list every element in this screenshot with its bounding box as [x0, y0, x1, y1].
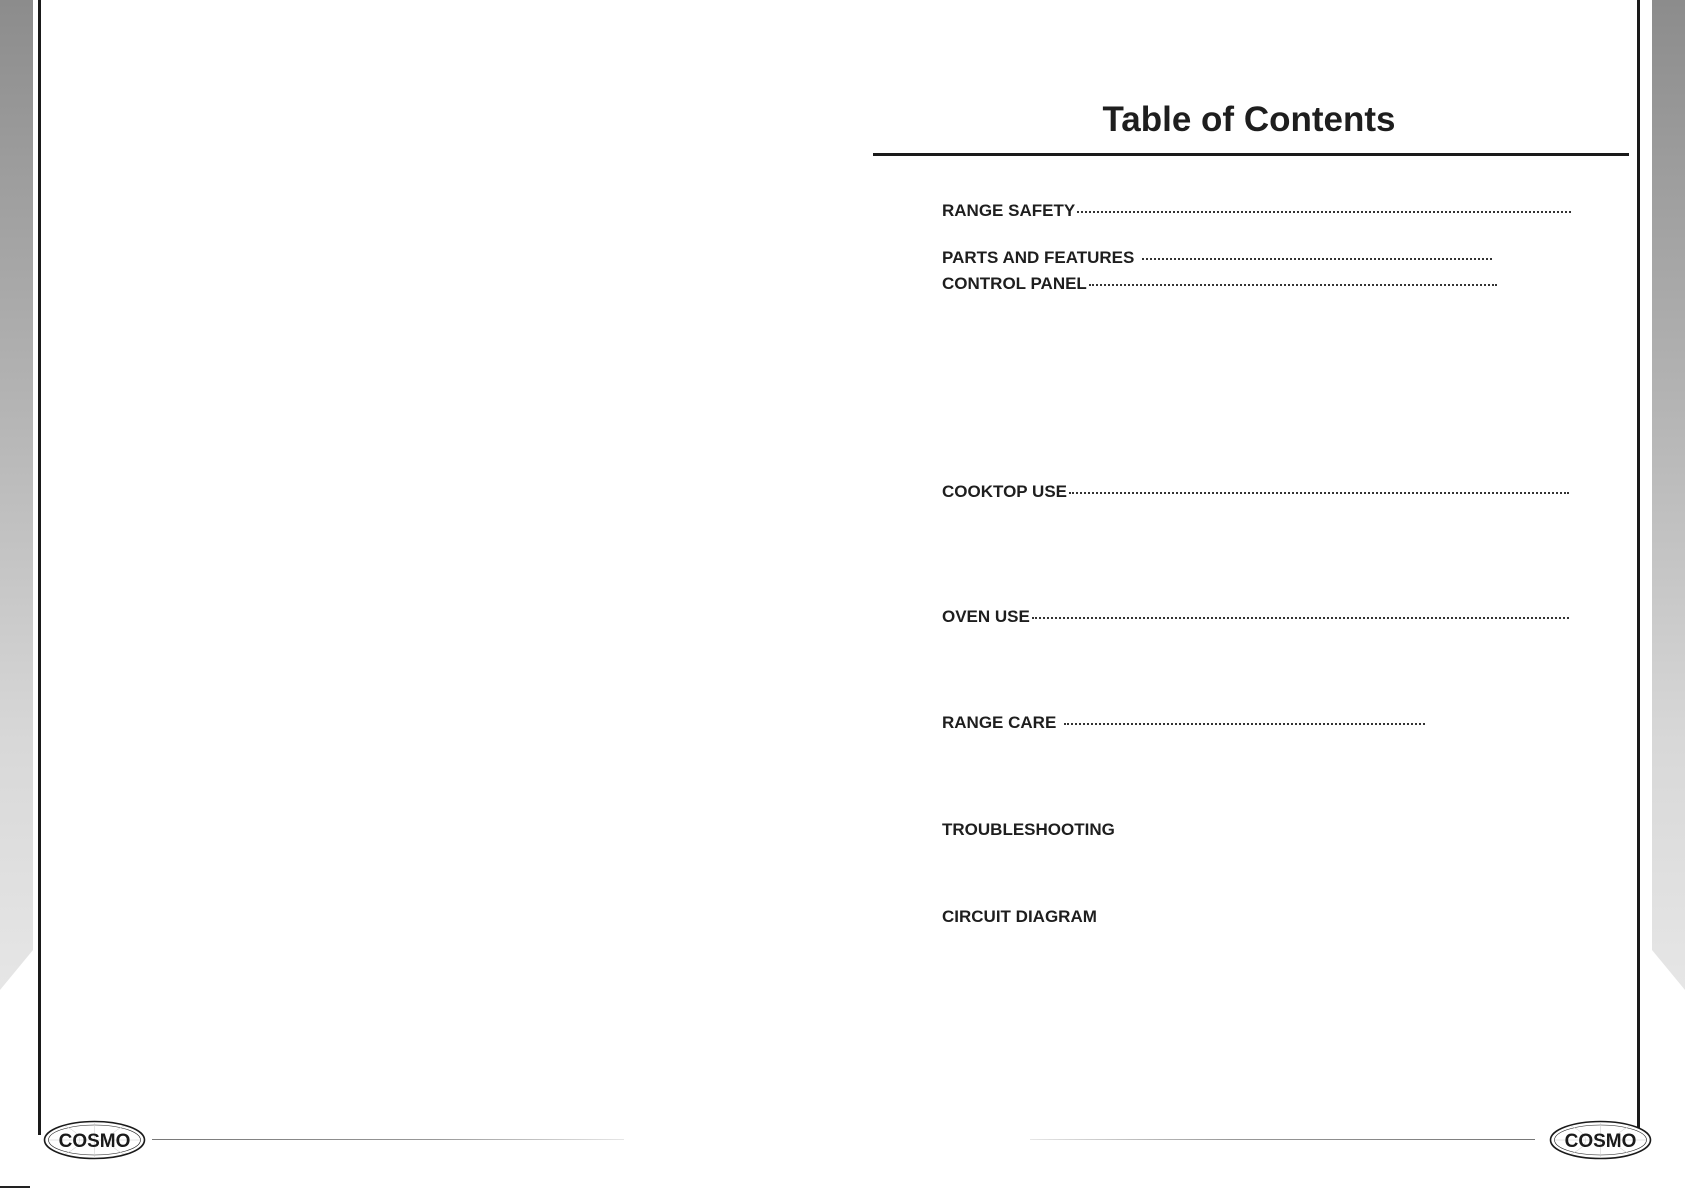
right-side-band: [1652, 0, 1685, 990]
dot-leader: [1032, 617, 1569, 619]
svg-text:COSMO: COSMO: [58, 1131, 131, 1152]
left-page-edge: [38, 0, 41, 1135]
toc-entry-label: RANGE SAFETY: [942, 201, 1076, 220]
footer-rule-right: [1030, 1139, 1535, 1140]
svg-text:COSMO: COSMO: [1564, 1131, 1637, 1152]
toc-entry-oven-use[interactable]: [942, 607, 1569, 627]
page-title: Table of Contents: [1102, 100, 1396, 139]
right-page-edge: [1637, 0, 1640, 1135]
toc-entry-label: TROUBLESHOOTING: [942, 820, 1115, 839]
toc-entry-cooktop-use[interactable]: [942, 482, 1569, 502]
left-side-band: [0, 0, 33, 990]
toc-entry-label: PARTS AND FEATURES: [942, 248, 1135, 267]
dot-leader: [1077, 211, 1571, 213]
toc-entry-label: RANGE CARE: [942, 713, 1057, 732]
toc-entry-parts-and-features[interactable]: [942, 248, 1492, 268]
toc-entry-range-safety[interactable]: [942, 201, 1571, 221]
print-crop-mark: [0, 1186, 30, 1188]
dot-leader: [1089, 284, 1497, 286]
footer-rule-left: [152, 1139, 624, 1140]
toc-entry-label: CIRCUIT DIAGRAM: [942, 907, 1097, 926]
cosmo-logo: [1549, 1120, 1652, 1160]
toc-entry-control-panel[interactable]: [942, 274, 1497, 294]
toc-entry-circuit-diagram[interactable]: [942, 907, 1097, 927]
toc-entry-range-care[interactable]: [942, 713, 1425, 733]
title-divider: [873, 153, 1629, 156]
toc-entry-label: COOKTOP USE: [942, 482, 1068, 501]
toc-entry-label: OVEN USE: [942, 607, 1030, 626]
dot-leader: [1069, 492, 1569, 494]
dot-leader: [1064, 723, 1425, 725]
toc-entry-troubleshooting[interactable]: [942, 820, 1115, 840]
toc-entry-label: CONTROL PANEL: [942, 274, 1087, 293]
dot-leader: [1142, 258, 1492, 260]
cosmo-logo: [43, 1120, 146, 1160]
